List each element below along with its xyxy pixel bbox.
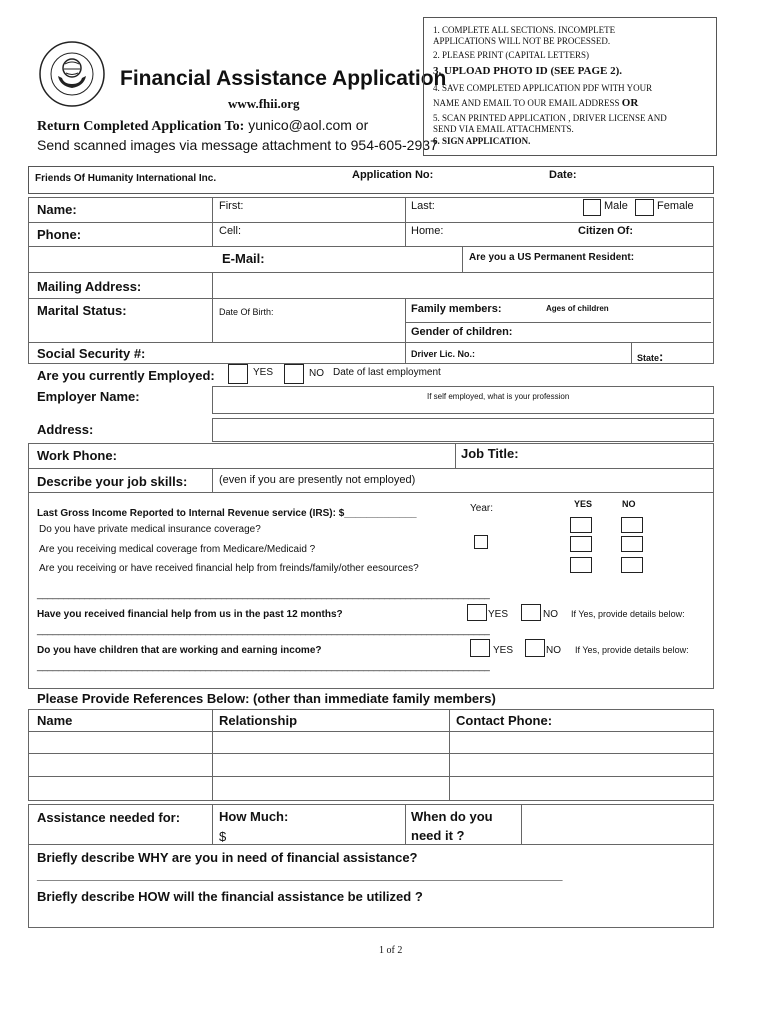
employed-yes-checkbox[interactable] (228, 364, 248, 384)
help-from-us-yes-checkbox[interactable] (467, 604, 487, 621)
why-answer-line[interactable]: ______________________________________________________________________________ (37, 867, 562, 882)
references-name-header: Name (37, 713, 73, 728)
why-question: Briefly describe WHY are you in need of financial assistance? (37, 850, 418, 865)
medicare-no-checkbox[interactable] (621, 536, 643, 552)
children-working-no-label: NO (546, 645, 561, 656)
children-working-no-checkbox[interactable] (525, 639, 545, 657)
send-images: Send scanned images via message attachment to 954-605-2937 (37, 137, 438, 153)
employed-yes-label: YES (253, 367, 274, 378)
female-label: Female (657, 200, 694, 212)
state-field[interactable] (637, 349, 663, 364)
work-phone-label: Work Phone: (37, 448, 117, 463)
instruction-4b-text: NAME AND EMAIL TO OUR EMAIL ADDRESS (433, 98, 622, 108)
mailing-address-label: Mailing Address: (37, 279, 142, 294)
instruction-6: 6. SIGN APPLICATION. (433, 136, 531, 146)
reference-3-name-field[interactable] (30, 778, 211, 800)
home-phone-field[interactable]: Home: (411, 225, 444, 237)
first-name-field[interactable]: First: (219, 200, 244, 212)
instruction-2: 2. PLEASE PRINT (CAPITAL LETTERS) (433, 50, 590, 60)
work-phone-row (28, 443, 714, 469)
help-from-us-question: Have you received financial help from us in the past 12 months? (37, 609, 343, 620)
address-box[interactable] (212, 418, 714, 442)
self-employed-field[interactable]: If self employed, what is your profession (427, 392, 570, 401)
return-label: Return Completed Application To: (37, 119, 245, 134)
state-label: State (637, 353, 660, 363)
driver-license-field[interactable]: Driver Lic. No.: (411, 349, 476, 359)
org-name: Friends Of Humanity International Inc. (35, 173, 217, 184)
reference-2-phone-field[interactable] (451, 755, 713, 775)
help-from-us-no-checkbox[interactable] (521, 604, 541, 621)
male-checkbox[interactable] (583, 199, 601, 216)
reference-1-phone-field[interactable] (451, 733, 713, 752)
date-label[interactable]: Date: (549, 169, 577, 181)
when-field[interactable] (523, 806, 712, 843)
reference-2-relationship-field[interactable] (214, 755, 448, 775)
references-relationship-header: Relationship (219, 713, 298, 728)
page-number: 1 of 2 (379, 945, 403, 956)
employer-name-label: Employer Name: (37, 389, 140, 404)
logo (38, 40, 106, 108)
instruction-or: OR (621, 97, 639, 109)
return-line (37, 117, 368, 135)
how-answer-field[interactable] (30, 907, 712, 927)
male-label: Male (604, 200, 628, 212)
email-field[interactable]: E-Mail: (222, 251, 265, 266)
when-label-1: When do you (411, 809, 493, 824)
name-label: Name: (37, 202, 77, 217)
financial-help-yes-checkbox[interactable] (570, 557, 592, 573)
instruction-1b: APPLICATIONS WILL NOT BE PROCESSED. (433, 36, 611, 46)
children-working-question: Do you have children that are working and earning income? (37, 645, 322, 656)
reference-1-relationship-field[interactable] (214, 733, 448, 752)
last-employment-field[interactable]: Date of last employment (333, 367, 441, 378)
job-skills-label: Describe your job skills: (37, 474, 188, 489)
cell-field[interactable]: Cell: (219, 225, 242, 237)
application-no-label[interactable]: Application No: (352, 169, 434, 181)
instruction-1: 1. COMPLETE ALL SECTIONS. INCOMPLETE (433, 25, 616, 35)
when-label-2: need it ? (411, 828, 465, 843)
assistance-needed-label: Assistance needed for: (37, 810, 181, 825)
phone-label: Phone: (37, 227, 82, 242)
reference-3-phone-field[interactable] (451, 778, 713, 800)
help-from-us-yes-label: YES (488, 609, 509, 620)
citizen-of-field[interactable]: Citizen Of: (578, 225, 633, 237)
no-column-header: NO (622, 499, 636, 509)
details-line-2[interactable]: ______________________________________________________________________________________ (37, 625, 490, 636)
children-working-yes-checkbox[interactable] (470, 639, 490, 657)
yes-column-header: YES (574, 499, 593, 509)
employed-question: Are you currently Employed: (37, 368, 215, 383)
gross-income-field[interactable]: Last Gross Income Reported to Internal Revenue service (IRS): $_____________ (37, 508, 417, 519)
globe-hands-icon (38, 40, 106, 108)
employment-address-label: Address: (37, 422, 94, 437)
employed-no-checkbox[interactable] (284, 364, 304, 384)
permanent-resident-field[interactable]: Are you a US Permanent Resident: (469, 252, 635, 263)
how-much-dollar[interactable]: $ (219, 829, 227, 844)
children-working-if-yes: If Yes, provide details below: (575, 645, 689, 655)
job-skills-field[interactable]: (even if you are presently not employed) (219, 474, 416, 486)
children-working-yes-label: YES (493, 645, 514, 656)
instruction-4: 4. SAVE COMPLETED APPLICATION PDF WITH YOUR (433, 83, 653, 93)
how-question: Briefly describe HOW will the financial assistance be utilized ? (37, 889, 423, 904)
reference-1-name-field[interactable] (30, 733, 211, 752)
employed-no-label: NO (309, 368, 324, 379)
instruction-5: 5. SCAN PRINTED APPLICATION , DRIVER LICENSE AND (433, 113, 667, 123)
page-title: Financial Assistance Application (120, 67, 447, 90)
medicare-question: Are you receiving medical coverage from Medicare/Medicaid ? (39, 544, 316, 555)
details-line-1[interactable]: ______________________________________________________________________________________ (37, 589, 490, 600)
how-much-label: How Much: (219, 809, 289, 824)
instruction-3: 3. UPLOAD PHOTO ID (SEE PAGE 2). (433, 65, 623, 77)
gender-children-field[interactable]: Gender of children: (411, 326, 513, 338)
references-heading: Please Provide References Below: (other than immediate family members) (37, 691, 496, 706)
last-name-field[interactable]: Last: (411, 200, 435, 212)
return-email: yunico@aol.com or (244, 117, 369, 133)
reference-3-relationship-field[interactable] (214, 778, 448, 800)
website: www.fhii.org (228, 96, 300, 111)
state-colon: : (659, 349, 664, 364)
job-title-field[interactable]: Job Title: (461, 446, 519, 461)
ages-children-field[interactable]: Ages of children (546, 304, 609, 313)
medicare-yes-checkbox[interactable] (570, 536, 592, 552)
help-from-us-no-label: NO (543, 609, 558, 620)
reference-2-name-field[interactable] (30, 755, 211, 775)
details-line-3[interactable]: ______________________________________________________________________________________ (37, 661, 490, 672)
references-contact-header: Contact Phone: (456, 713, 553, 728)
instruction-4b (433, 97, 638, 109)
private-insurance-no-checkbox[interactable] (621, 517, 643, 533)
family-members-field[interactable]: Family members: (411, 303, 502, 315)
financial-help-question: Are you receiving or have received financial help from freinds/family/other eesources? (39, 563, 419, 574)
financial-help-no-checkbox[interactable] (621, 557, 643, 573)
year-field[interactable]: Year: (470, 503, 493, 514)
female-checkbox[interactable] (635, 199, 654, 216)
private-insurance-yes-checkbox[interactable] (570, 517, 592, 533)
year-checkbox[interactable] (474, 535, 488, 549)
private-insurance-question: Do you have private medical insurance coverage? (39, 524, 261, 535)
dob-field[interactable]: Date Of Birth: (219, 307, 274, 317)
help-from-us-if-yes: If Yes, provide details below: (571, 609, 685, 619)
instruction-5b: SEND VIA EMAIL ATTACHMENTS. (433, 124, 574, 134)
ssn-label: Social Security #: (37, 346, 146, 361)
marital-status-label: Marital Status: (37, 303, 127, 318)
